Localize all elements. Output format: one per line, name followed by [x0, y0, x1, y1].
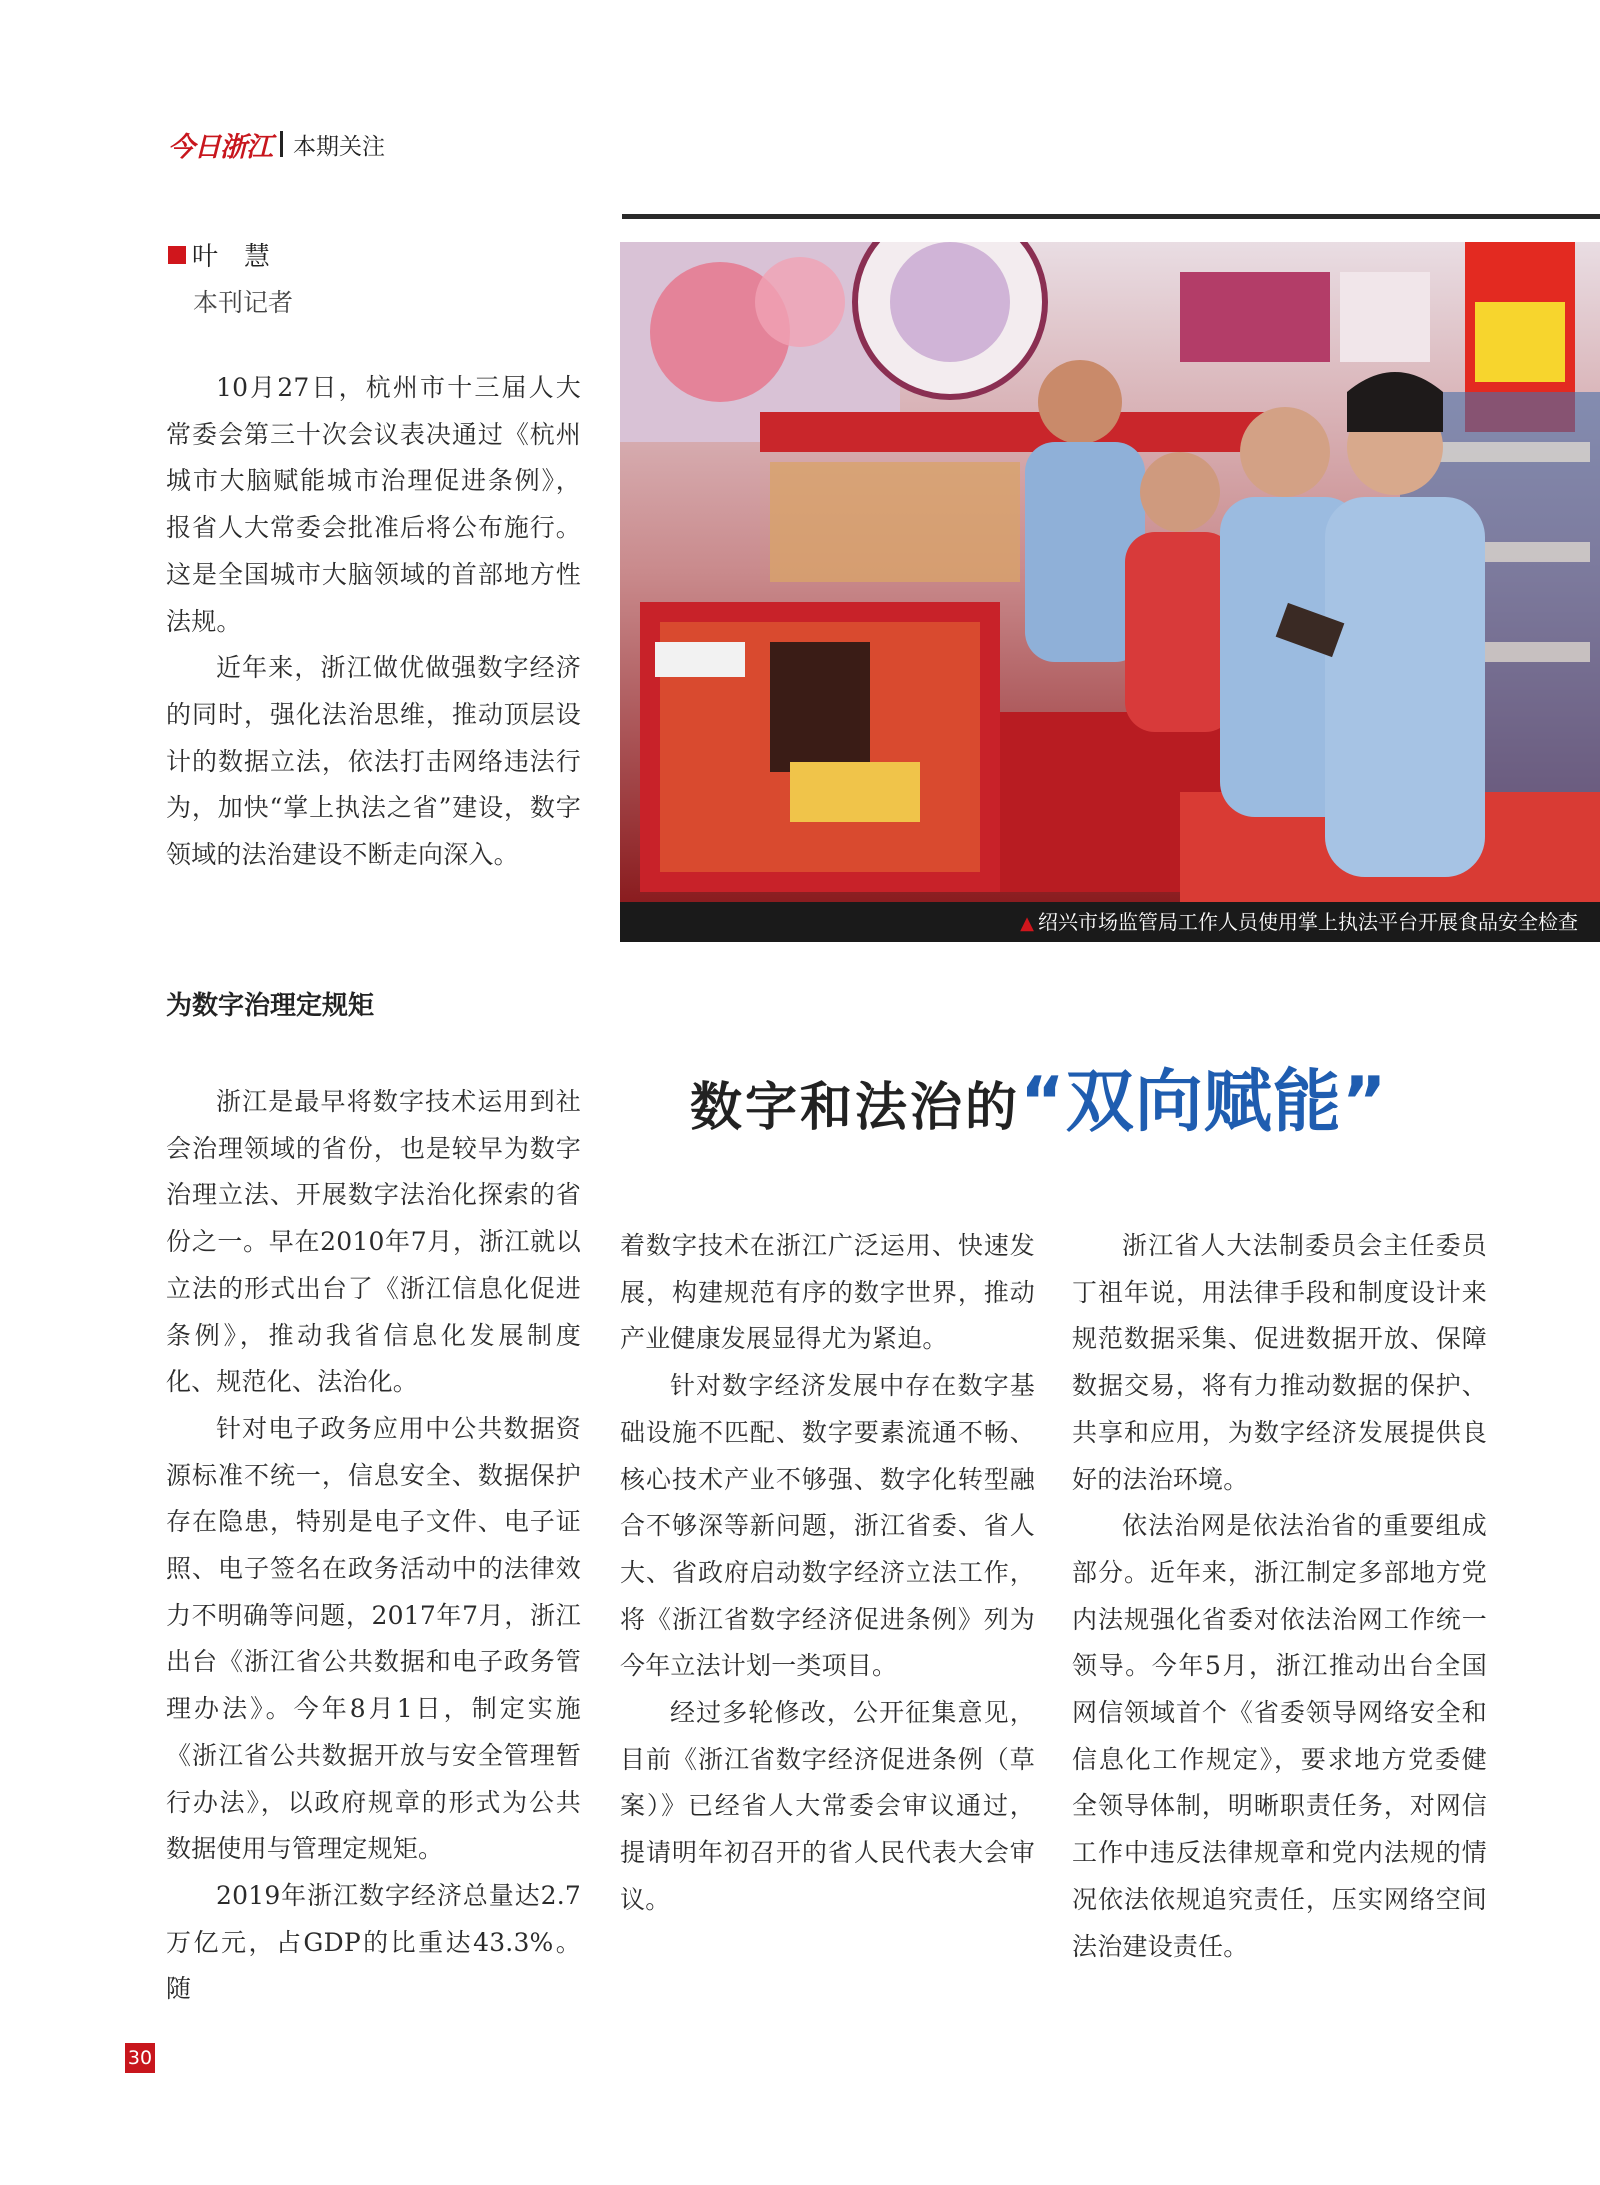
section-title: 本期关注: [293, 133, 385, 160]
article-headline: [690, 1048, 1550, 1145]
photo-caption-bar: [620, 902, 1600, 942]
paragraph: 依法治网是依法治省的重要组成部分。近年来，浙江制定多部地方党内法规强化省委对依法治网工作统一领导。今年5月，浙江推动出台全国网信领域首个《省委领导网络安全和信息化工作规定》，要求地方党委健全领导体制，明晰职责任务，对网信工作中违反法律规章和党内法规的情况依法依规追究责任，压实网络空间法治建设责任。: [1072, 1511, 1487, 1961]
body-column-2: [620, 1223, 1035, 1924]
paragraph: 针对电子政务应用中公共数据资源标准不统一，信息安全、数据保护存在隐患，特别是电子文件、电子证照、电子签名在政务活动中的法律效力不明确等问题，2017年7月，浙江出台《浙江省公共数据和电子政务管理办法》。今年8月1日，制定实施《浙江省公共数据开放与安全管理暂行办法》，以政府规章的形式为公共数据使用与管理定规矩。: [166, 1413, 581, 1864]
body-column-1: [166, 1079, 581, 2013]
page-header: [168, 124, 385, 164]
paragraph: 浙江省人大法制委员会主任委员丁祖年说，用法律手段和制度设计来规范数据采集、促进数据开放、保障数据交易，将有力推动数据的保护、共享和应用，为数字经济发展提供良好的法治环境。: [1072, 1231, 1487, 1494]
headline-main: 数字和法治的: [690, 1078, 1021, 1138]
paragraph: 浙江是最早将数字技术运用到社会治理领域的省份，也是较早为数字治理立法、开展数字法治化探索的省份之一。早在2010年7月，浙江就以立法的形式出台了《浙江信息化促进条例》，推动我省信息化发展制度化、规范化、法治化。: [166, 1087, 581, 1397]
triangle-icon: ▲: [1020, 913, 1034, 934]
section-subhead: 为数字治理定规矩: [166, 991, 375, 1021]
magazine-logo: 今日浙江: [168, 131, 272, 163]
paragraph: 经过多轮修改，公开征集意见，目前《浙江省数字经济促进条例（草案）》已经省人大常委会审议通过，提请明年初召开的省人民代表大会审议。: [620, 1698, 1035, 1914]
supermarket-inspection-photo: [620, 242, 1600, 902]
paragraph-continued: 着数字技术在浙江广泛运用、快速发展，构建规范有序的数字世界，推动产业健康发展显得尤为紧迫。: [620, 1231, 1035, 1354]
header-separator: [280, 131, 283, 157]
author-name: 叶 慧: [192, 242, 271, 272]
intro-text: [166, 365, 581, 879]
caption-text: 绍兴市场监管局工作人员使用掌上执法平台开展食品安全检查: [1038, 910, 1578, 934]
top-rule: [622, 214, 1600, 219]
paragraph: 10月27日，杭州市十三届人大常委会第三十次会议表决通过《杭州城市大脑赋能城市治理促进条例》，报省人大常委会批准后将公布施行。这是全国城市大脑领域的首部地方性法规。: [166, 373, 581, 636]
paragraph: 2019年浙江数字经济总量达2.7万亿元，占GDP的比重达43.3%。随: [166, 1880, 581, 2004]
paragraph: 针对数字经济发展中存在数字基础设施不匹配、数字要素流通不畅、核心技术产业不够强、数字化转型融合不够深等新问题，浙江省委、省人大、省政府启动数字经济立法工作，将《浙江省数字经济促进条例》列为今年立法计划一类项目。: [620, 1371, 1035, 1681]
photo-caption: [1020, 902, 1578, 942]
paragraph: 近年来，浙江做优做强数字经济的同时，强化法治思维，推动顶层设计的数据立法，依法打击网络违法行为，加快“掌上执法之省”建设，数字领域的法治建设不断走向深入。: [166, 653, 581, 870]
byline: [168, 236, 293, 319]
author-marker-icon: [168, 246, 186, 264]
headline-accent: “双向赋能”: [1020, 1063, 1388, 1142]
page-number: 30: [125, 2043, 155, 2073]
article-photo: [620, 242, 1600, 902]
author: [168, 236, 293, 273]
author-role: 本刊记者: [193, 288, 294, 317]
body-column-3: [1072, 1223, 1487, 1970]
